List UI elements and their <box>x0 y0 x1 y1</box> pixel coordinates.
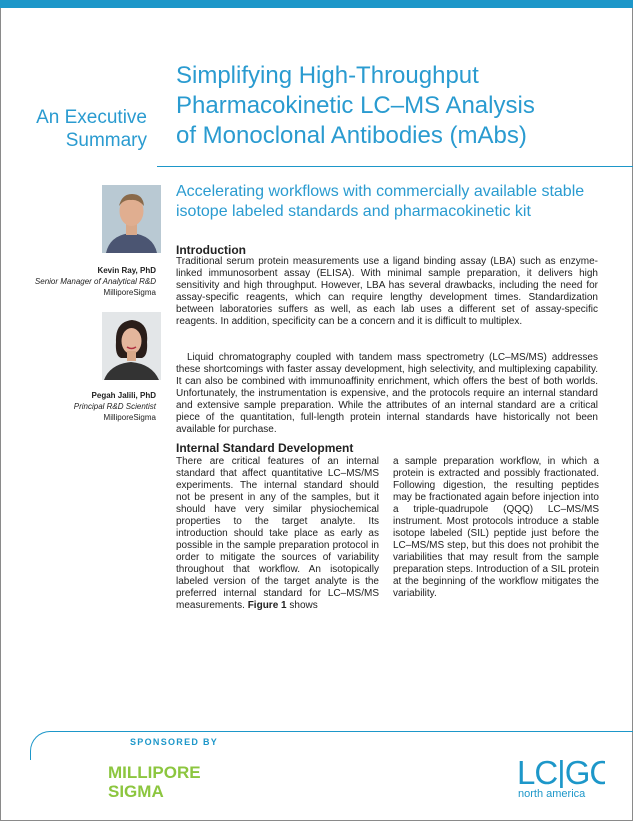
isd-column-1 <box>176 456 379 612</box>
author-org: MilliporeSigma <box>103 288 156 297</box>
subtitle-line-1: Accelerating workflows with commercially available stable <box>176 183 585 200</box>
tag-line-2: Summary <box>65 130 147 151</box>
sponsored-by-label: SPONSORED BY <box>130 737 219 747</box>
author-kevin-ray <box>10 265 156 298</box>
introduction-heading: Introduction <box>176 243 246 257</box>
isd-col1-text: There are critical features of an internal standard that affect quantitative LC–MS/MS experiments. The internal standard should not be present in any of the samples, but it should have very similar physiochemical properties to the target analyte. Its introduction should take place as early as possible in the sample preparation protocol in order to mitigate the sources of variability throughout that workflow. An isotopically labeled version of the target analyte is the preferred internal standard for LC–MS/MS measurements. <box>176 456 379 611</box>
isd-col1-tail: shows <box>286 600 318 611</box>
sponsor-logo-line-2: SIGMA <box>108 782 164 801</box>
executive-summary-tag <box>10 106 147 152</box>
figure-1-reference: Figure 1 <box>247 600 287 611</box>
lcgc-subtitle: north america <box>518 788 586 800</box>
author-photo-pegah-jalili <box>102 312 161 380</box>
title-line-3: of Monoclonal Antibodies (mAbs) <box>176 122 527 149</box>
isd-column-2: a sample preparation workflow, in which a protein is extracted and possibly fractionated. Following digestion, the resulting peptides may be fractionated again before injection into a triple-quadrupole (QQQ) LC–MS/MS instrument. Most protocols introduce a stable isotope labeled (SIL) peptide just before the LC–MS/MS step, but this does not prohibit the variabilities that may result from the sample preparation steps. Introduction of a SIL protein at the beginning of the workflow mitigates the variability. <box>393 456 599 599</box>
title-line-1: Simplifying High-Throughput <box>176 62 479 89</box>
author-name: Kevin Ray, PhD <box>97 266 156 275</box>
author-photo-kevin-ray <box>102 185 161 253</box>
introduction-paragraph-1: Traditional serum protein measurements use a ligand binding assay (LBA) such as enzyme-linked immunosorbent assay (ELISA). With minimal sample preparation, it delivers high sensitivity and high throughput. However, LBA has several drawbacks, including the need for assay-specific reagents, which can require lengthy development times. Standardization between laboratories suffers as well, as each lab uses a different set of assay-specific reagents. In addition, specificity can be a concern and it is difficult to multiplex. <box>176 256 598 327</box>
isd-heading: Internal Standard Development <box>176 441 354 455</box>
lcgc-logo-text: LC|GC <box>517 754 605 788</box>
author-role: Senior Manager of Analytical R&D <box>34 277 156 286</box>
author-pegah-jalili <box>10 390 156 423</box>
top-bar <box>0 0 633 8</box>
subtitle <box>176 182 616 222</box>
milliporesigma-logo <box>108 761 233 806</box>
sponsor-logo-line-1: MILLIPORE <box>108 763 201 782</box>
page-title <box>176 61 616 151</box>
introduction-paragraph-2: Liquid chromatography coupled with tandem mass spectrometry (LC–MS/MS) addresses these shortcomings with faster assay development, high selectivity, and multiplexing capability. It can also be combined with immunoaffinity enrichment, which offers the best of both worlds. Unfortunately, the instrumentation is expensive, and the protocols require an internal standard and extensive sample preparation. While the attributes of an internal standard are a critical piece of the quantitation, full-length protein internal standards have historically not been available for purchase. <box>176 352 598 435</box>
author-role: Principal R&D Scientist <box>73 402 156 411</box>
author-org: MilliporeSigma <box>103 413 156 422</box>
title-divider <box>157 166 633 167</box>
tag-line-1: An Executive <box>36 107 147 128</box>
title-line-2: Pharmacokinetic LC–MS Analysis <box>176 92 535 119</box>
author-name: Pegah Jalili, PhD <box>91 391 156 400</box>
subtitle-line-2: isotope labeled standards and pharmacokinetic kit <box>176 203 531 220</box>
